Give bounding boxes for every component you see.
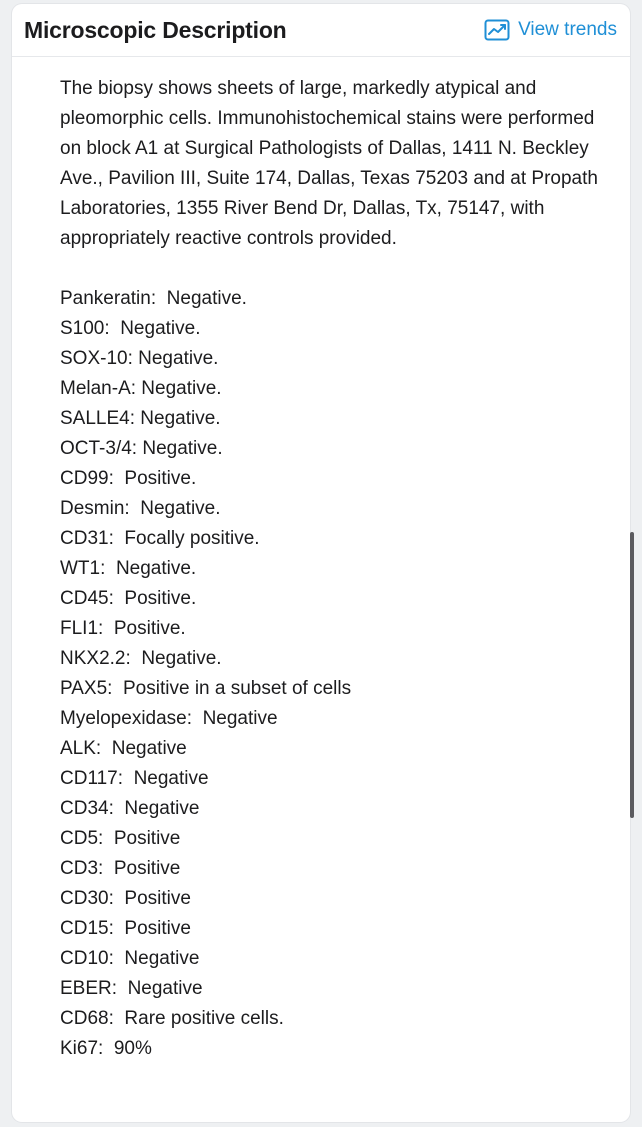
- stain-result-line: CD15: Positive: [60, 918, 191, 939]
- stain-result-line: Pankeratin: Negative.: [60, 288, 247, 309]
- stain-result-line: Ki67: 90%: [60, 1038, 152, 1059]
- stain-result-line: Myelopexidase: Negative: [60, 708, 278, 729]
- stain-result-line: CD68: Rare positive cells.: [60, 1008, 284, 1029]
- stain-result-line: CD30: Positive: [60, 888, 191, 909]
- view-trends-label: View trends: [518, 19, 617, 40]
- stain-result-line: WT1: Negative.: [60, 558, 197, 579]
- stain-result-line: ALK: Negative: [60, 738, 187, 759]
- stain-result-line: Melan-A: Negative.: [60, 378, 222, 399]
- stain-result-line: FLI1: Positive.: [60, 618, 186, 639]
- stain-result-line: CD117: Negative: [60, 768, 209, 789]
- stain-result-line: NKX2.2: Negative.: [60, 648, 222, 669]
- stain-result-line: SOX-10: Negative.: [60, 348, 219, 369]
- trend-chart-icon: [484, 19, 510, 41]
- stain-result-line: EBER: Negative: [60, 978, 203, 999]
- header-divider: [12, 56, 630, 57]
- stain-result-line: CD31: Focally positive.: [60, 528, 260, 549]
- view-trends-button[interactable]: [484, 18, 617, 42]
- stain-result-line: Desmin: Negative.: [60, 498, 221, 519]
- stain-result-line: CD34: Negative: [60, 798, 200, 819]
- microscopic-description-card: [12, 4, 630, 1122]
- stain-result-line: OCT-3/4: Negative.: [60, 438, 223, 459]
- stain-result-line: S100: Negative.: [60, 318, 201, 339]
- stain-result-line: CD5: Positive: [60, 828, 181, 849]
- description-paragraph: The biopsy shows sheets of large, markedly atypical and pleomorphic cells. Immunohistochemical stains were performed on block A1 at Surgical Pathologists of Dallas, 1411 N. Beckley Ave., Pavilion III, Suite 174, Dallas, Texas 75203 and at Propath Laboratories, 1355 River Bend Dr, Dallas, Tx, 75147, with appropriately reactive controls provided.: [60, 78, 598, 249]
- stain-results-list: [60, 284, 600, 1064]
- stain-result-line: PAX5: Positive in a subset of cells: [60, 678, 352, 699]
- stain-result-line: CD99: Positive.: [60, 468, 197, 489]
- stain-result-line: CD3: Positive: [60, 858, 181, 879]
- section-title: Microscopic Description: [24, 17, 287, 43]
- scrollbar-thumb[interactable]: [630, 532, 634, 818]
- stain-result-line: SALLE4: Negative.: [60, 408, 221, 429]
- stain-result-line: CD45: Positive.: [60, 588, 197, 609]
- description-body: [60, 74, 600, 1064]
- stain-result-line: CD10: Negative: [60, 948, 200, 969]
- card-header: [24, 16, 618, 50]
